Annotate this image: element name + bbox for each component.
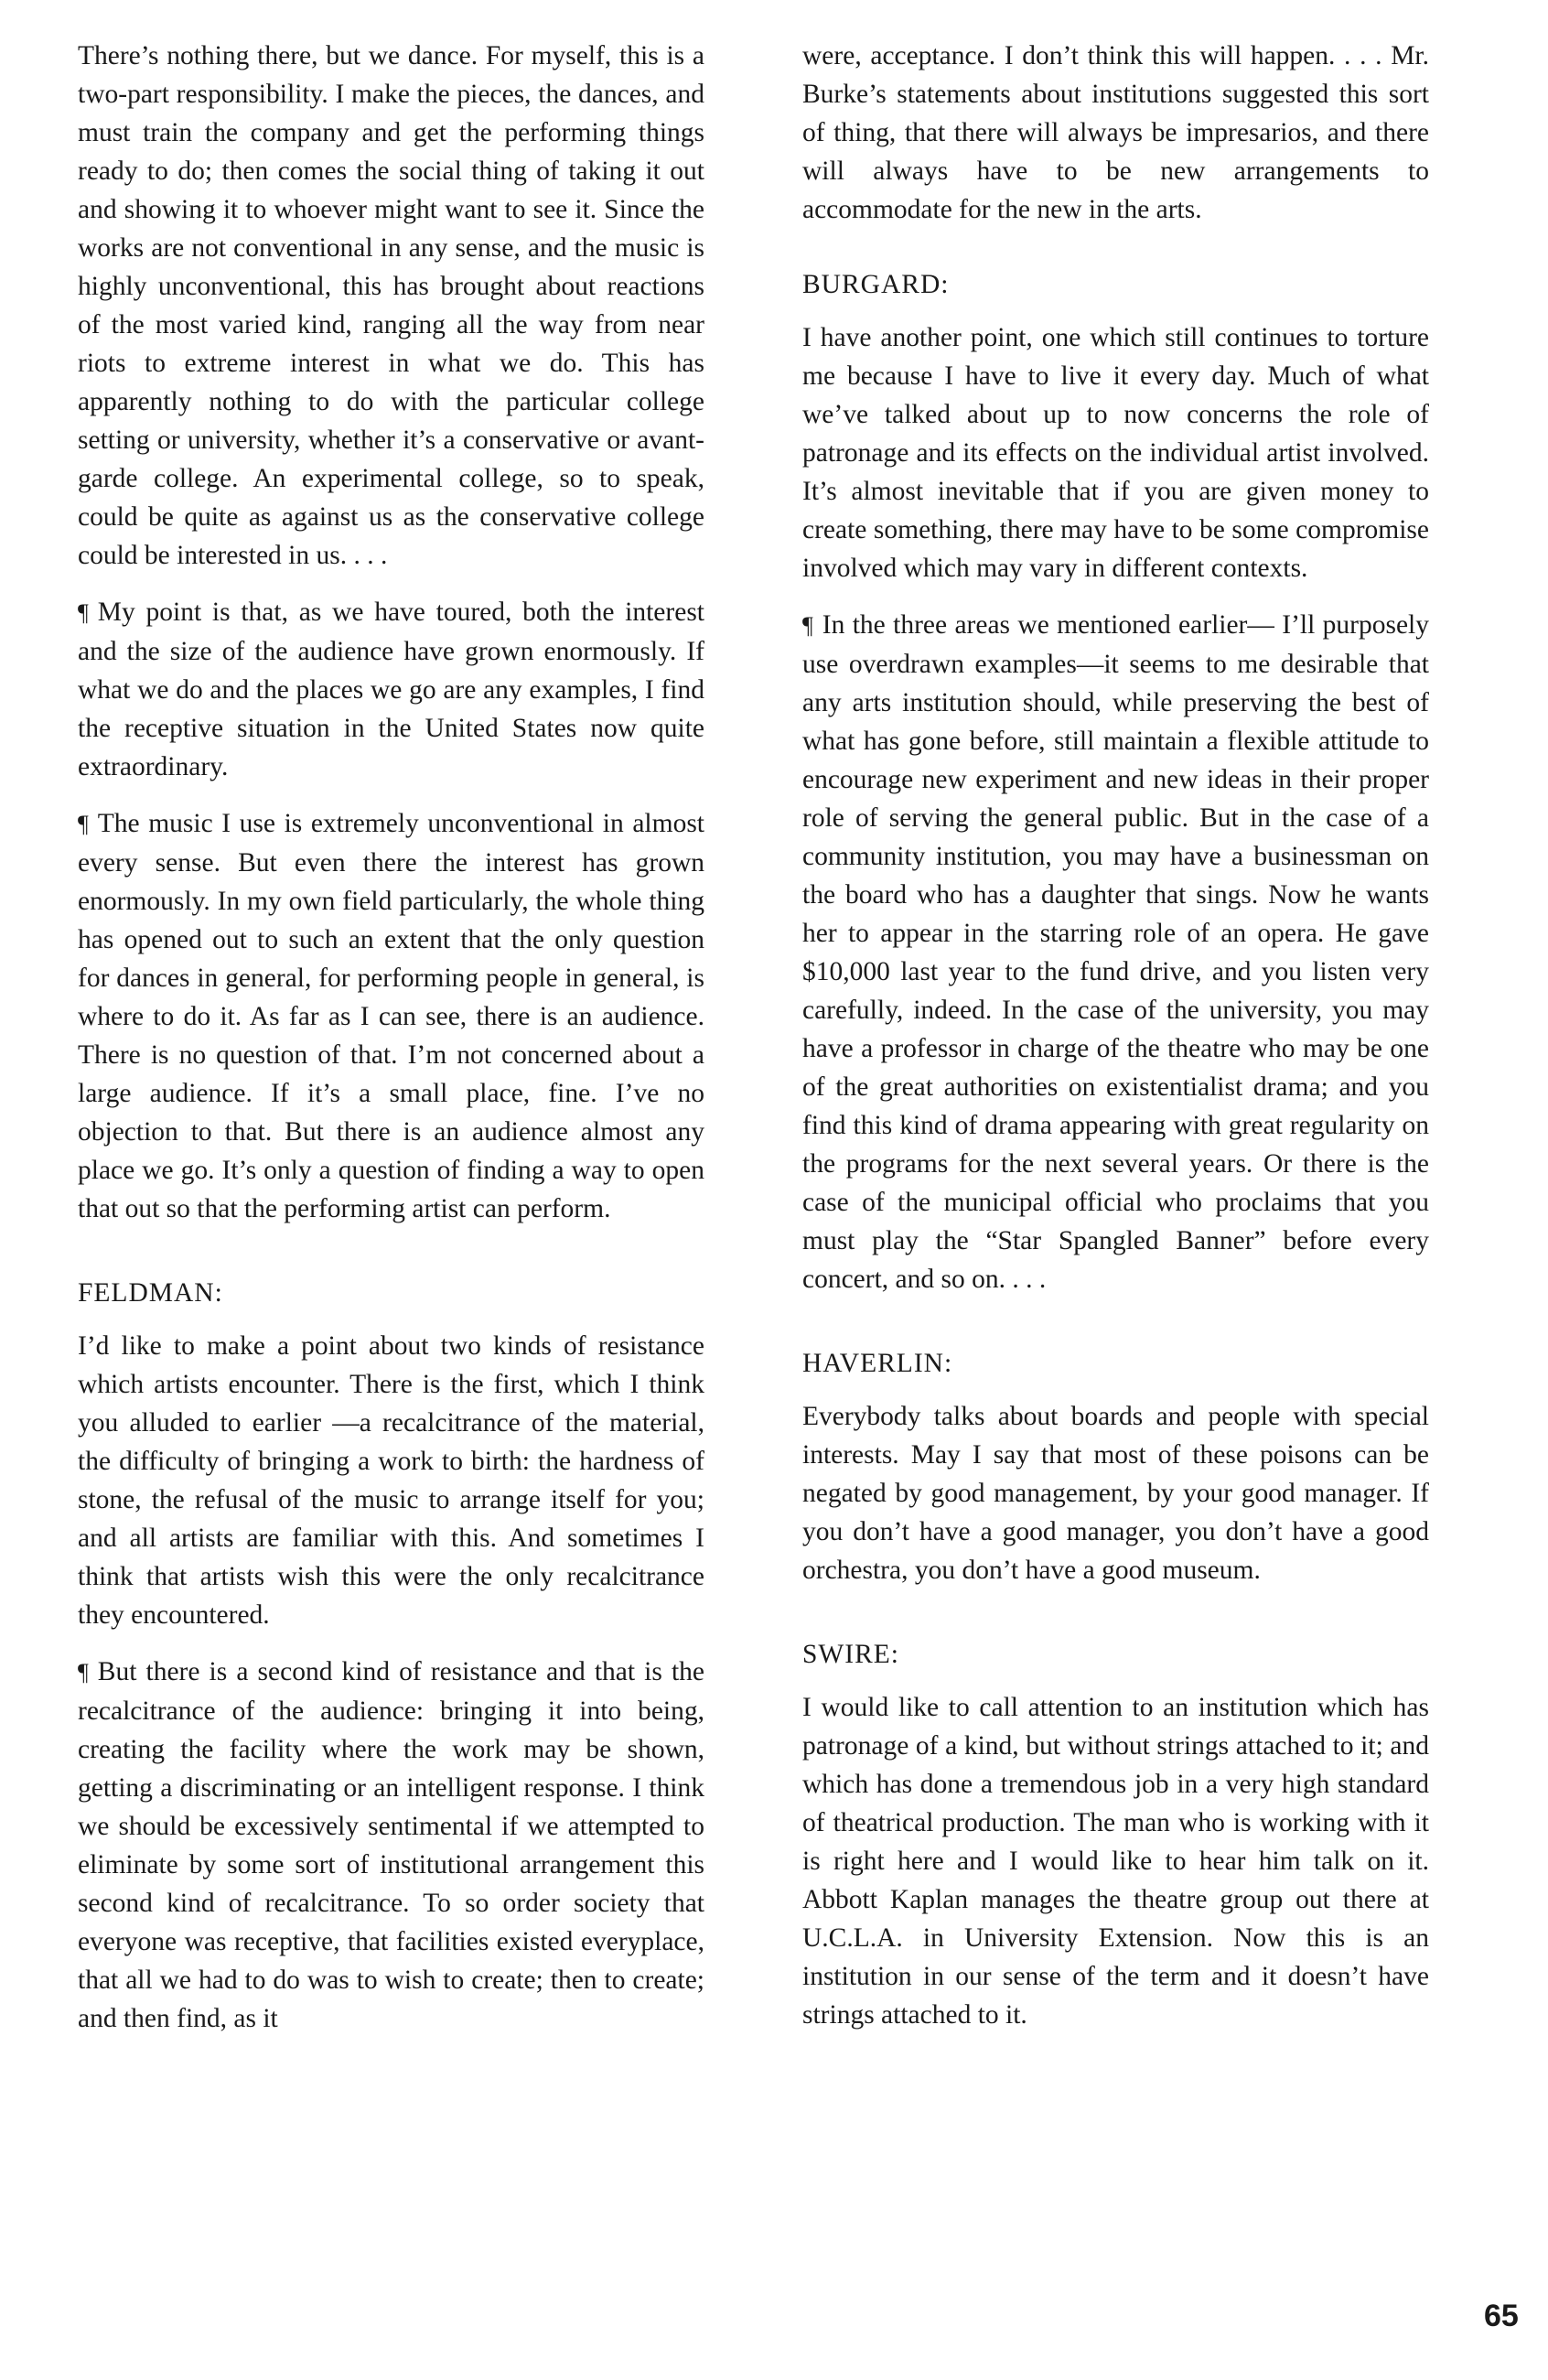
left-column bbox=[78, 37, 704, 2056]
paragraph: ¶ But there is a second kind of resistance and that is the recalcitrance of the audience: bringing it into being, creating the facility where the work may be shown, getting a discriminating or an intelligent response. I think we should be excessively sentimental if we attempted to eliminate by some sort of institutional arrangement this second kind of recalcitrance. To so order society that everyone was receptive, that facilities existed everyplace, that all we had to do was to wish to create; then to create; and then find, as it bbox=[78, 1653, 704, 2038]
paragraph: There’s nothing there, but we dance. For myself, this is a two-part responsibility. I make the pieces, the dances, and must train the company and get the performing things ready to do; then comes the social thing of taking it out and showing it to whoever might want to see it. Since the works are not conventional in any sense, and the music is highly unconventional, this has brought about reactions of the most varied kind, ranging all the way from near riots to extreme interest in what we do. This has apparently nothing to do with the particular college setting or university, whether it’s a conservative or avant-garde college. An experimental college, so to speak, could be quite as against us as the conservative college could be interested in us. . . . bbox=[78, 41, 704, 570]
paragraph: were, acceptance. I don’t think this will happen. . . . Mr. Burke’s statements about institutions suggested this sort of thing, that there will always be impresarios, and there will always have to be new arrangements to accommodate for the new in the arts. bbox=[802, 41, 1429, 224]
paragraph: I’d like to make a point about two kinds of resistance which artists encounter. There is the first, which I think you alluded to earlier —a recalcitrance of the material, the difficulty of bringing a work to birth: the hardness of stone, the refusal of the music to arrange itself for you; and all artists are familiar with this. And sometimes I think that artists wish this were the only recalcitrance they encountered. bbox=[78, 1331, 704, 1630]
paragraph: I have another point, one which still continues to torture me because I have to live it every day. Much of what we’ve talked about up to now concerns the role of patronage and its effects on the individual artist involved. It’s almost inevitable that if you are given money to create something, there may have to be some compromise involved which may vary in different contexts. bbox=[802, 323, 1429, 583]
paragraph: I would like to call attention to an institution which has patronage of a kind, but without strings attached to it; and which has done a tremendous job in a very high standard of theatrical production. The man who is working with it is right here and I would like to hear him talk on it. Abbott Kaplan manages the theatre group out there at U.C.L.A. in University Extension. Now this is an institution in our sense of the term and it doesn’t have strings attached to it. bbox=[802, 1693, 1429, 2030]
speaker-label-burgard: BURGARD: bbox=[802, 270, 950, 299]
paragraph: ¶ The music I use is extremely unconventional in almost every sense. But even there the interest has grown enormously. In my own field particularly, the whole thing has opened out to such an extent that the only question for dances in general, for performing people in general, is where to do it. As far as I can see, there is an audience. There is no question of that. I’m not concerned about a large audience. If it’s a small place, fine. I’ve no objection to that. But there is an audience almost any place we go. It’s only a question of finding a way to open that out so that the performing artist can perform. bbox=[78, 804, 704, 1228]
speaker-label-swire: SWIRE: bbox=[802, 1640, 899, 1669]
speaker-label-feldman: FELDMAN: bbox=[78, 1278, 223, 1308]
page-number: 65 bbox=[1484, 2299, 1519, 2333]
paragraph: Everybody talks about boards and people with special interests. May I say that most of these poisons can be negated by good management, by your good manager. If you don’t have a good manager, you don’t have a good orchestra, you don’t have a good museum. bbox=[802, 1402, 1429, 1585]
paragraph: ¶ My point is that, as we have toured, both the interest and the size of the audience have grown enormously. If what we do and the places we go are any examples, I find the receptive situation in the United States now quite extraordinary. bbox=[78, 593, 704, 786]
speaker-label-haverlin: HAVERLIN: bbox=[802, 1349, 953, 1378]
right-column bbox=[802, 37, 1429, 2052]
paragraph: ¶ In the three areas we mentioned earlier— I’ll purposely use overdrawn examples—it seems to me desirable that any arts institution should, while preserving the best of what has gone before, still maintain a flexible attitude to encourage new experiment and new ideas in their proper role of serving the general public. But in the case of a community institution, you may have a businessman on the board who has a daughter that sings. Now he wants her to appear in the starring role of an opera. He gave $10,000 last year to the fund drive, and you listen very carefully, indeed. In the case of the university, you may have a professor in charge of the theatre who may be one of the great authorities on existentialist drama; and you find this kind of drama appearing with great regularity on the programs for the next several years. Or there is the case of the municipal official who proclaims that you must play the “Star Spangled Banner” before every concert, and so on. . . . bbox=[802, 606, 1429, 1298]
